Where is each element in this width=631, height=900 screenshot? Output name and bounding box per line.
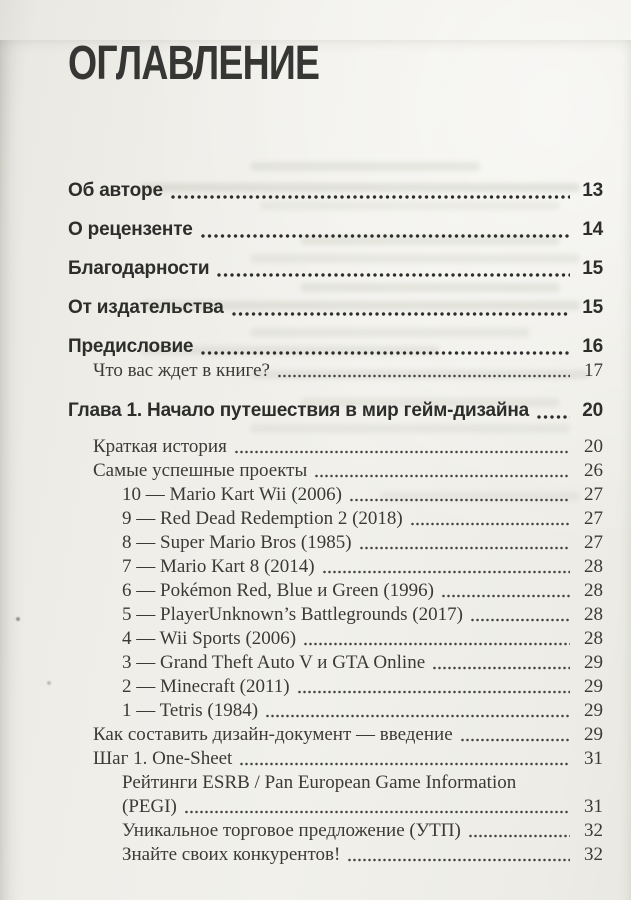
- toc-entry-label: Уникальное торговое предложение (УТП): [122, 820, 461, 841]
- toc-entry: [68, 335, 603, 359]
- toc-dot-leader: [216, 272, 570, 278]
- toc-dot-leader: [410, 521, 570, 527]
- toc-dot-leader: [170, 194, 570, 200]
- toc-entry: [68, 651, 603, 675]
- toc-entry: [68, 459, 603, 483]
- toc-entry: [68, 359, 603, 383]
- toc-entry-page: 28: [584, 604, 603, 625]
- toc-entry-page: 31: [584, 748, 603, 769]
- page-title: ОГЛАВЛЕНИЕ: [68, 37, 320, 90]
- toc-entry-label: 4 — Wii Sports (2006): [122, 628, 297, 649]
- toc-entry: [68, 723, 603, 747]
- toc-entry-page: 28: [584, 556, 603, 577]
- toc-entry-label: Благодарности: [68, 258, 210, 279]
- toc-dot-leader: [432, 665, 570, 671]
- toc-dot-leader: [184, 809, 570, 815]
- toc-entry-label: Краткая история: [93, 436, 227, 457]
- toc-entry: [68, 399, 603, 423]
- book-page: [0, 37, 631, 900]
- toc-dot-leader: [303, 641, 570, 647]
- toc-entry-page: 28: [584, 580, 603, 601]
- toc-entry-page: 14: [582, 219, 603, 240]
- toc-entry-label: 6 — Pokémon Red, Blue и Green (1996): [122, 580, 435, 601]
- toc-dot-leader: [322, 569, 570, 575]
- toc-entry-label: Знайте своих конкурентов!: [122, 844, 341, 865]
- toc-dot-leader: [265, 713, 570, 719]
- toc-dot-leader: [200, 233, 570, 239]
- toc-dot-leader: [314, 473, 570, 479]
- toc-entry-label: 5 — PlayerUnknown’s Battlegrounds (2017): [122, 604, 463, 625]
- toc-dot-leader: [468, 833, 570, 839]
- toc-dot-leader: [536, 414, 570, 420]
- toc-entry-label: 10 — Mario Kart Wii (2006): [122, 484, 342, 505]
- toc-entry-page: 29: [584, 652, 603, 673]
- toc-entry-page: 26: [584, 460, 603, 481]
- toc-entry-page: 27: [584, 532, 603, 553]
- toc-entry-label: От издательства: [68, 297, 224, 318]
- toc-entry-page: 27: [584, 508, 603, 529]
- toc-dot-leader: [239, 761, 570, 767]
- toc-entry-label: Предисловие: [68, 336, 194, 357]
- toc-entry: [68, 627, 603, 651]
- toc-entry-page: 15: [582, 258, 603, 279]
- toc-entry: [68, 843, 603, 867]
- toc-entry-page: 32: [584, 820, 603, 841]
- toc-entry: [68, 579, 603, 603]
- toc-dot-leader: [349, 497, 570, 503]
- scan-speck: [47, 681, 51, 685]
- toc-dot-leader: [277, 373, 570, 379]
- toc-entry-page: 20: [584, 436, 603, 457]
- toc-entry-label: 8 — Super Mario Bros (1985): [122, 532, 352, 553]
- toc-entry: [68, 747, 603, 771]
- toc-entry-page: 13: [582, 180, 603, 201]
- toc-entry-page: 15: [582, 297, 603, 318]
- toc-entry-label: Рейтинги ESRB / Pan European Game Information: [122, 772, 517, 793]
- toc-entry-label: Что вас ждет в книге?: [93, 360, 270, 381]
- toc-entry: [68, 296, 603, 320]
- toc-entry-page: 32: [584, 844, 603, 865]
- toc-entry-label: 7 — Mario Kart 8 (2014): [122, 556, 315, 577]
- toc-entry: [68, 675, 603, 699]
- toc-dot-leader: [231, 311, 570, 317]
- toc-entry: [68, 483, 603, 507]
- toc-dot-leader: [200, 350, 570, 356]
- toc-entry-page: 29: [584, 724, 603, 745]
- toc-dot-leader: [347, 857, 570, 863]
- toc-entry-page: 29: [584, 700, 603, 721]
- toc-entry-label: Об авторе: [68, 180, 163, 201]
- toc-dot-leader: [460, 737, 570, 743]
- toc-entry: [68, 257, 603, 281]
- toc-entry-page: 17: [584, 360, 603, 381]
- toc-entry-label: О рецензенте: [68, 219, 193, 240]
- toc-entry: [68, 507, 603, 531]
- toc-entry: [68, 603, 603, 627]
- toc-dot-leader: [470, 617, 570, 623]
- toc-entry-page: 31: [584, 796, 603, 817]
- toc-entry: [68, 771, 603, 795]
- toc-entry-label: (PEGI): [122, 796, 177, 817]
- toc-entry-label: 3 — Grand Theft Auto V и GTA Online: [122, 652, 426, 673]
- scan-speck: [16, 617, 20, 621]
- toc-entry-page: 16: [582, 336, 603, 357]
- toc-entry-page: 28: [584, 628, 603, 649]
- toc-entry-label: Шаг 1. One-Sheet: [93, 748, 233, 769]
- toc-entry: [68, 819, 603, 843]
- toc-entry-page: 29: [584, 676, 603, 697]
- toc-dot-leader: [359, 545, 570, 551]
- toc-entry: [68, 555, 603, 579]
- toc-entry-label: 1 — Tetris (1984): [122, 700, 259, 721]
- toc-entry: [68, 531, 603, 555]
- toc-entry: [68, 435, 603, 459]
- toc-entry: [68, 218, 603, 242]
- toc-entry-label: Самые успешные проекты: [93, 460, 308, 481]
- toc-dot-leader: [297, 689, 570, 695]
- toc-entry-page: 27: [584, 484, 603, 505]
- toc-entry-label: Глава 1. Начало путешествия в мир гейм-дизайна: [68, 400, 530, 421]
- toc-entry-label: 9 — Red Dead Redemption 2 (2018): [122, 508, 403, 529]
- bleedthrough-smudge: [250, 162, 480, 171]
- toc-dot-leader: [441, 593, 570, 599]
- toc-dot-leader: [234, 449, 570, 455]
- toc-list: [68, 179, 603, 867]
- toc-entry-page: 20: [582, 400, 603, 421]
- toc-entry-label: 2 — Minecraft (2011): [122, 676, 290, 697]
- toc-entry: [68, 179, 603, 203]
- toc-entry: [68, 795, 603, 819]
- toc-entry: [68, 699, 603, 723]
- toc-entry-label: Как составить дизайн-документ — введение: [93, 724, 453, 745]
